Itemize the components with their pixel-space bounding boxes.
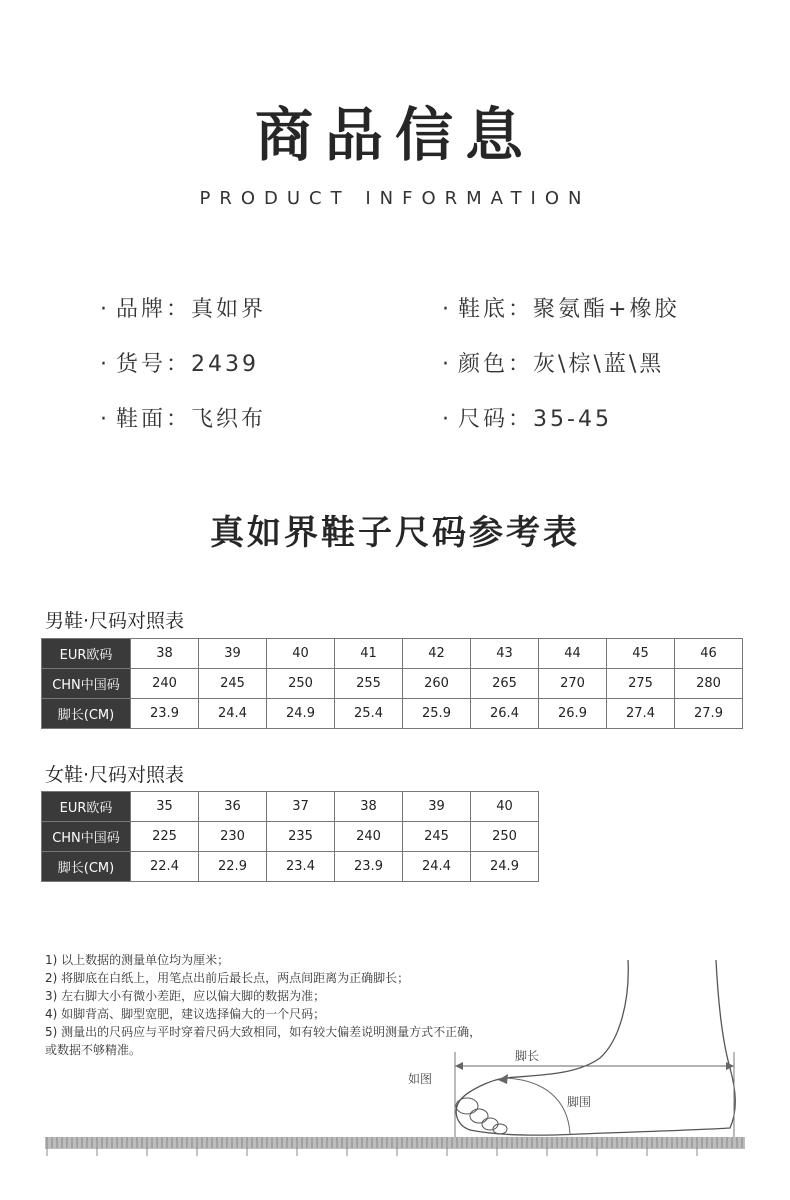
table-cell: 27.4 xyxy=(607,699,675,729)
girth-curve xyxy=(505,1078,570,1134)
table-cell: 35 xyxy=(131,792,199,822)
table-cell: 38 xyxy=(131,639,199,669)
toe-icon xyxy=(482,1118,498,1130)
table-row xyxy=(42,699,743,729)
table-cell: 255 xyxy=(335,669,403,699)
table-cell: 24.4 xyxy=(199,699,267,729)
table-cell: 37 xyxy=(267,792,335,822)
row-header: EUR欧码 xyxy=(42,639,131,669)
page-subtitle: PRODUCT INFORMATION xyxy=(199,188,591,209)
info-upper: · 鞋面：飞织布 xyxy=(100,407,267,432)
table-row xyxy=(42,822,539,852)
table-cell: 39 xyxy=(199,639,267,669)
figure-label-example: 如图 xyxy=(408,1072,433,1086)
table-cell: 39 xyxy=(403,792,471,822)
row-header: CHN中国码 xyxy=(42,822,131,852)
table-cell: 27.9 xyxy=(675,699,743,729)
table-cell: 36 xyxy=(199,792,267,822)
table-cell: 24.4 xyxy=(403,852,471,882)
table-cell: 270 xyxy=(539,669,607,699)
table-cell: 42 xyxy=(403,639,471,669)
table-cell: 43 xyxy=(471,639,539,669)
table-cell: 23.9 xyxy=(131,699,199,729)
row-header: CHN中国码 xyxy=(42,669,131,699)
table-cell: 26.4 xyxy=(471,699,539,729)
table-cell: 41 xyxy=(335,639,403,669)
table-cell: 235 xyxy=(267,822,335,852)
table-cell: 230 xyxy=(199,822,267,852)
table-row xyxy=(42,792,539,822)
table-cell: 24.9 xyxy=(471,852,539,882)
table-cell: 275 xyxy=(607,669,675,699)
table-cell: 265 xyxy=(471,669,539,699)
table-cell: 38 xyxy=(335,792,403,822)
women-size-table-body xyxy=(42,792,539,882)
table-cell: 245 xyxy=(403,822,471,852)
info-brand: · 品牌：真如界 xyxy=(100,297,267,322)
info-label: 颜色： xyxy=(458,352,534,377)
table-cell: 26.9 xyxy=(539,699,607,729)
row-header: 脚长(CM) xyxy=(42,699,131,729)
info-sole: · 鞋底：聚氨酯+橡胶 xyxy=(442,297,680,322)
info-value: 35-45 xyxy=(533,407,612,432)
table-cell: 240 xyxy=(335,822,403,852)
figure-label-length: 脚长 xyxy=(515,1049,540,1063)
women-size-table xyxy=(41,791,539,882)
table-cell: 25.9 xyxy=(403,699,471,729)
page-title: 商品信息 xyxy=(254,101,535,169)
women-table-title: 女鞋·尺码对照表 xyxy=(45,764,185,786)
men-size-table xyxy=(41,638,743,729)
note-line: 2) 将脚底在白纸上，用笔点出前后最长点，两点间距离为正确脚长； xyxy=(45,971,410,985)
table-cell: 22.4 xyxy=(131,852,199,882)
info-value: 飞织布 xyxy=(191,407,267,432)
info-value: 2439 xyxy=(191,352,260,377)
info-label: 尺码： xyxy=(458,407,534,432)
figure-label-girth: 脚围 xyxy=(567,1095,592,1109)
info-label: 鞋面： xyxy=(116,407,192,432)
toe-icon xyxy=(470,1109,488,1123)
size-chart-title: 真如界鞋子尺码参考表 xyxy=(210,513,580,553)
table-row xyxy=(42,669,743,699)
table-cell: 24.9 xyxy=(267,699,335,729)
table-cell: 250 xyxy=(471,822,539,852)
foot-measure-illustration xyxy=(0,940,790,1170)
info-label: 品牌： xyxy=(116,297,192,322)
info-value: 真如界 xyxy=(191,297,267,322)
note-line: 1) 以上数据的测量单位均为厘米； xyxy=(45,953,230,967)
table-cell: 240 xyxy=(131,669,199,699)
table-cell: 40 xyxy=(471,792,539,822)
table-cell: 40 xyxy=(267,639,335,669)
men-table-title: 男鞋·尺码对照表 xyxy=(45,610,185,632)
table-row xyxy=(42,639,743,669)
note-line: 5) 测量出的尺码应与平时穿着尺码大致相同，如有较大偏差说明测量方式不正确， xyxy=(45,1025,482,1039)
info-value: 灰\棕\蓝\黑 xyxy=(533,352,665,377)
table-row xyxy=(42,852,539,882)
table-cell: 260 xyxy=(403,669,471,699)
table-cell: 45 xyxy=(607,639,675,669)
info-color: · 颜色：灰\棕\蓝\黑 xyxy=(442,352,665,377)
table-cell: 46 xyxy=(675,639,743,669)
arrow-left-icon xyxy=(455,1062,463,1070)
info-size: · 尺码：35-45 xyxy=(442,407,612,432)
ruler xyxy=(45,1137,745,1149)
info-item-number: · 货号：2439 xyxy=(100,352,260,377)
table-cell: 23.4 xyxy=(267,852,335,882)
table-cell: 22.9 xyxy=(199,852,267,882)
table-cell: 250 xyxy=(267,669,335,699)
info-label: 货号： xyxy=(116,352,192,377)
info-label: 鞋底： xyxy=(458,297,534,322)
info-value: 聚氨酯+橡胶 xyxy=(533,297,680,322)
foot-outline-icon xyxy=(456,960,735,1135)
table-cell: 280 xyxy=(675,669,743,699)
table-cell: 225 xyxy=(131,822,199,852)
row-header: 脚长(CM) xyxy=(42,852,131,882)
toe-icon xyxy=(456,1098,478,1114)
note-line: 或数据不够精准。 xyxy=(45,1043,142,1057)
table-cell: 23.9 xyxy=(335,852,403,882)
table-cell: 245 xyxy=(199,669,267,699)
table-cell: 44 xyxy=(539,639,607,669)
note-line: 4) 如脚背高、脚型宽肥，建议选择偏大的一个尺码； xyxy=(45,1007,326,1021)
table-cell: 25.4 xyxy=(335,699,403,729)
row-header: EUR欧码 xyxy=(42,792,131,822)
note-line: 3) 左右脚大小有微小差距，应以偏大脚的数据为准； xyxy=(45,989,326,1003)
men-size-table-body xyxy=(42,639,743,729)
